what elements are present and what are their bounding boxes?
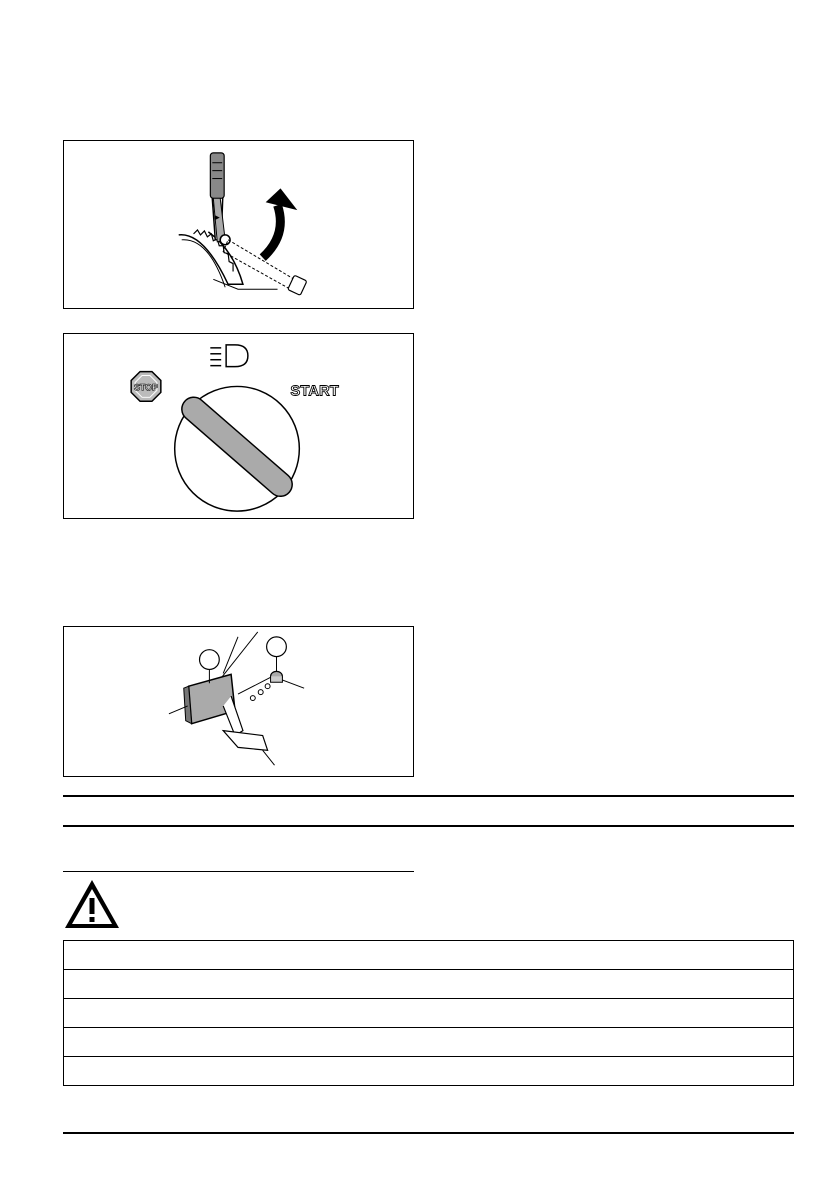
table-row xyxy=(64,1028,794,1057)
stop-sign-icon xyxy=(131,372,161,402)
callout-1 xyxy=(200,650,220,670)
pedals-illustration xyxy=(64,627,413,776)
svg-text:▸: ▸ xyxy=(215,212,220,223)
table-row xyxy=(64,999,794,1028)
table-cell xyxy=(64,941,794,970)
stop-label: STOP xyxy=(133,382,159,393)
ignition-switch-illustration xyxy=(64,334,413,518)
table-cell xyxy=(64,970,794,999)
section-rule-top xyxy=(63,795,794,797)
ignition-switch-figure xyxy=(63,333,414,519)
section-rule-bottom xyxy=(63,825,794,827)
info-table xyxy=(63,940,794,1086)
table-row xyxy=(64,1057,794,1086)
warning-triangle-icon xyxy=(63,878,121,930)
heading-underline xyxy=(63,871,414,872)
callout-2 xyxy=(267,637,287,657)
headlight-icon xyxy=(210,345,248,367)
parking-brake-figure xyxy=(63,140,414,309)
table-row xyxy=(64,941,794,970)
table-row xyxy=(64,970,794,999)
table-cell xyxy=(64,1028,794,1057)
table-cell xyxy=(64,999,794,1028)
footer-rule xyxy=(63,1132,794,1134)
pedals-figure xyxy=(63,626,414,777)
table-cell xyxy=(64,1057,794,1086)
parking-brake-illustration xyxy=(64,141,413,308)
start-label: START xyxy=(290,383,339,400)
